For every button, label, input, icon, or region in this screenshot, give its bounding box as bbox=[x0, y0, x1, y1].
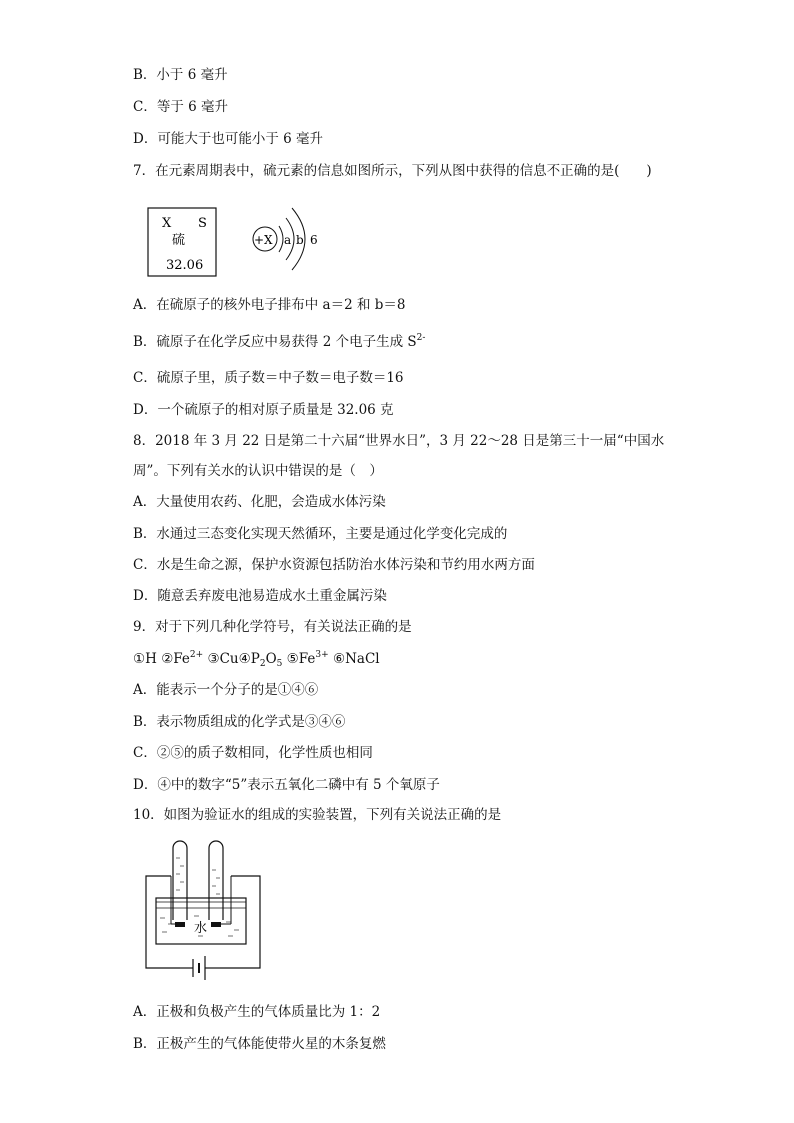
symbol-4: $④P_2O_5$ bbox=[238, 651, 283, 669]
q7-option-d: D．一个硫原子的相对原子质量是 32.06 克 bbox=[133, 402, 394, 418]
q9-stem: 9．对于下列几种化学符号，有关说法正确的是 bbox=[133, 619, 412, 635]
shell-1-count: a bbox=[284, 233, 292, 247]
symbol-1: ①H bbox=[133, 651, 157, 667]
q9-option-c: C．②⑤的质子数相同，化学性质也相同 bbox=[133, 745, 373, 761]
element-symbol: S bbox=[198, 216, 207, 231]
q8-option-a: A．大量使用农药、化肥，会造成水体污染 bbox=[133, 494, 386, 510]
symbol-6: ⑥NaCl bbox=[332, 651, 380, 667]
q8-option-b: B．水通过三态变化实现天然循环，主要是通过化学变化完成的 bbox=[133, 526, 508, 542]
electrolysis-apparatus bbox=[138, 836, 268, 992]
electrode-right bbox=[211, 922, 221, 927]
q6-option-c: C．等于 6 毫升 bbox=[133, 99, 229, 115]
element-mass: 32.06 bbox=[166, 258, 204, 273]
q6-option-b: B．小于 6 毫升 bbox=[133, 67, 228, 83]
electrode-left bbox=[175, 922, 185, 927]
q9-option-a: A．能表示一个分子的是①④⑥ bbox=[133, 682, 319, 698]
q9-option-b: B．表示物质组成的化学式是③④⑥ bbox=[133, 714, 346, 730]
water-label: 水 bbox=[194, 921, 208, 936]
shell-arc-1 bbox=[279, 226, 283, 252]
q8-option-d: D．随意丢弃废电池易造成水土重金属污染 bbox=[133, 588, 387, 604]
shell-3-count: 6 bbox=[310, 233, 318, 247]
element-number: X bbox=[162, 216, 172, 231]
wire-left bbox=[146, 876, 180, 968]
nucleus-label: +X bbox=[254, 233, 273, 247]
element-name: 硫 bbox=[172, 233, 186, 248]
sulfur-element-figure bbox=[140, 192, 340, 282]
symbol-3: ③Cu bbox=[207, 651, 239, 667]
q7-option-b: B．硫原子在化学反应中易获得 2 个电子生成 $S^{2-}$ bbox=[133, 333, 426, 350]
q10-option-b: B．正极产生的气体能使带火星的木条复燃 bbox=[133, 1036, 386, 1052]
symbol-2: $②Fe^{2+}$ bbox=[161, 650, 204, 667]
q7-option-a: A．在硫原子的核外电子排布中 a＝2 和 b＝8 bbox=[133, 297, 406, 313]
q7-option-c: C．硫原子里，质子数＝中子数＝电子数＝16 bbox=[133, 370, 404, 386]
q8-option-c: C．水是生命之源，保护水资源包括防治水体污染和节约用水两方面 bbox=[133, 557, 535, 573]
symbol-5: $⑤Fe^{3+}$ bbox=[286, 650, 329, 667]
shell-2-count: b bbox=[296, 233, 304, 247]
q10-stem: 10．如图为验证水的组成的实验装置，下列有关说法正确的是 bbox=[133, 807, 502, 823]
q10-option-a: A．正极和负极产生的气体质量比为 1：2 bbox=[133, 1004, 381, 1020]
tube-bubbles bbox=[176, 858, 220, 898]
q9-option-d: D．④中的数字“5”表示五氧化二磷中有 5 个氧原子 bbox=[133, 777, 440, 793]
q6-option-d: D．可能大于也可能小于 6 毫升 bbox=[133, 131, 323, 147]
q7-stem: 7．在元素周期表中，硫元素的信息如图所示，下列从图中获得的信息不正确的是( ) bbox=[133, 163, 652, 179]
q8-stem-line1: 8．2018 年 3 月 22 日是第二十六届“世界水日”，3 月 22～28 日是第三十一届“中国水 bbox=[133, 433, 665, 449]
q8-stem-line2: 周”。下列有关水的认识中错误的是（ ） bbox=[133, 463, 383, 479]
q9-symbols bbox=[133, 650, 380, 668]
